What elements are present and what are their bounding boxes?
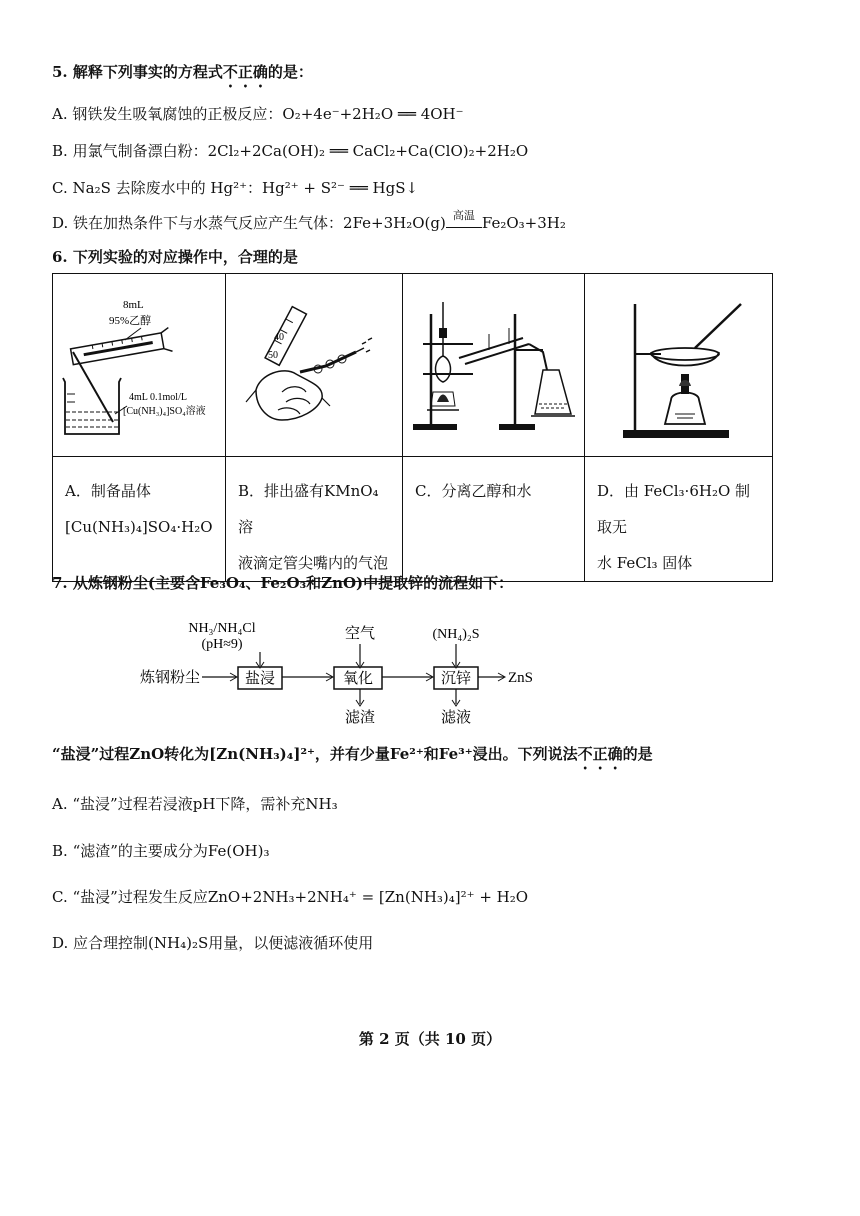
flow-reagent-air: 空气 xyxy=(344,624,376,642)
q7-description-tail: 的是 xyxy=(622,745,653,763)
caption-line: [Cu(NH₃)₄]SO₄·H₂O xyxy=(65,518,213,536)
option-text: 铁在加热条件下与水蒸气反应产生气体：2Fe+3H₂O(g) xyxy=(73,214,446,232)
flow-step-leaching: 盐浸 xyxy=(244,669,276,687)
distillation-figure xyxy=(403,274,585,452)
option-label: D. xyxy=(52,214,69,232)
flow-output-residue: 滤渣 xyxy=(344,708,376,726)
figure-a-crystal-prep xyxy=(53,274,226,457)
figure-a-label-ethanol: 95%乙醇 xyxy=(109,315,152,327)
option-text: “滤渣”的主要成分为Fe(OH)₃ xyxy=(72,842,270,860)
q5-stem-tail: 的是： xyxy=(267,63,313,81)
burette-figure xyxy=(226,274,403,452)
reaction-condition: 高温 xyxy=(452,209,475,222)
q5-option-a xyxy=(52,104,464,124)
option-a-caption xyxy=(53,457,226,582)
figure-a-label-concentration: 4mL 0.1mol/L xyxy=(129,392,187,403)
q7-option-c xyxy=(52,887,528,907)
option-b-caption xyxy=(226,457,403,582)
q5-option-d xyxy=(52,209,566,233)
burette-tick-40: 40 xyxy=(274,332,284,343)
q5-stem xyxy=(52,62,313,91)
option-text: 应合理控制(NH₄)₂S用量，以便滤液循环使用 xyxy=(73,934,374,952)
q5-option-c xyxy=(52,178,418,198)
caption-line: 液滴定管尖嘴内的气泡 xyxy=(238,554,389,572)
q7-stem: 7. 从炼钢粉尘(主要含Fe₃O₄、Fe₂O₃和ZnO)中提取锌的流程如下： xyxy=(52,574,514,592)
q5-stem-text: 5. 解释下列事实的方程式 xyxy=(52,63,223,81)
figure-c-distillation xyxy=(403,274,585,457)
option-text-tail: Fe₂O₃+3H₂ xyxy=(481,214,566,232)
q7-option-d xyxy=(52,933,373,953)
q7-description-emphasis: 不正确 xyxy=(577,745,623,763)
flow-output-filtrate: 滤液 xyxy=(440,708,472,726)
q7-description xyxy=(52,744,653,773)
evaporation-figure xyxy=(585,274,773,452)
option-text: 钢铁发生吸氧腐蚀的正极反应：O₂+4e⁻+2H₂O ══ 4OH⁻ xyxy=(72,105,464,123)
caption-line: 水 FeCl₃ 固体 xyxy=(597,554,693,572)
q5-option-b xyxy=(52,141,528,161)
option-label: B. xyxy=(52,142,68,160)
option-label: C. xyxy=(52,888,68,906)
caption-line: D．由 FeCl₃·6H₂O 制取无 xyxy=(597,482,751,536)
option-text: “盐浸”过程若浸液pH下降，需补充NH₃ xyxy=(72,795,338,813)
q5-stem-emphasis: 不正确 xyxy=(222,63,268,81)
flow-product-zns: ZnS xyxy=(508,670,534,686)
flow-input-dust: 炼钢粉尘 xyxy=(140,668,201,686)
q6-experiment-table xyxy=(52,273,773,582)
process-flow-diagram xyxy=(140,612,560,732)
flow-step-zinc-precipitation: 沉锌 xyxy=(440,669,472,687)
caption-line: C．分离乙醇和水 xyxy=(415,482,532,500)
caption-line: B．排出盛有KMnO₄溶 xyxy=(238,482,379,536)
figure-a-label-solution: [Cu(NH₃)₄]SO₄溶液 xyxy=(123,406,206,417)
figure-d-evaporation xyxy=(585,274,773,457)
q7-description-text: “盐浸”过程ZnO转化为[Zn(NH₃)₄]²⁺，并有少量Fe²⁺和Fe³⁺浸出。下列说法 xyxy=(52,745,578,763)
caption-line: A．制备晶体 xyxy=(65,482,151,500)
option-text: Na₂S 去除废水中的 Hg²⁺：Hg²⁺ + S²⁻ ══ HgS↓ xyxy=(72,179,419,197)
q7-option-b xyxy=(52,841,269,861)
reaction-condition-arrow xyxy=(446,209,482,228)
option-label: A. xyxy=(52,105,68,123)
option-label: C. xyxy=(52,179,68,197)
flow-reagent-ammonia: NH₃/NH₄Cl xyxy=(188,621,256,636)
option-label: A. xyxy=(52,795,68,813)
figure-a-label-volume: 8mL xyxy=(123,299,144,311)
option-text: “盐浸”过程发生反应ZnO+2NH₃+2NH₄⁺ = [Zn(NH₃)₄]²⁺ + H₂O xyxy=(72,888,529,906)
option-d-caption xyxy=(585,457,773,582)
beaker-figure xyxy=(53,274,226,452)
burette-tick-50: 50 xyxy=(268,350,278,361)
q6-stem: 6. 下列实验的对应操作中，合理的是 xyxy=(52,248,298,266)
option-label: D. xyxy=(52,934,69,952)
page-footer: 第 2 页（共 10 页） xyxy=(358,1030,502,1048)
option-label: B. xyxy=(52,842,68,860)
flow-reagent-sulfide: (NH₄)₂S xyxy=(432,627,480,642)
option-c-caption xyxy=(403,457,585,582)
option-text: 用氯气制备漂白粉：2Cl₂+2Ca(OH)₂ ══ CaCl₂+Ca(ClO)₂+2H₂O xyxy=(72,142,529,160)
flow-step-oxidation: 氧化 xyxy=(342,669,374,687)
flow-reagent-ph: (pH≈9) xyxy=(201,637,243,652)
figure-b-burette xyxy=(226,274,403,457)
q7-option-a xyxy=(52,794,338,814)
